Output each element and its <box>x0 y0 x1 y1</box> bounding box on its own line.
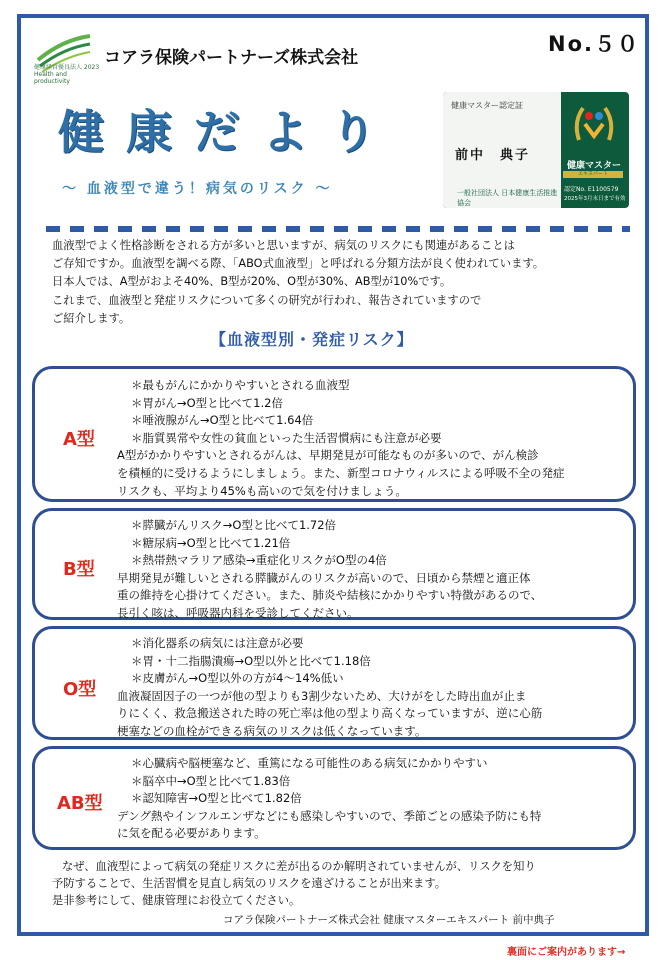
risk-description: デング熱やインフルエンザなどにも感染しやすいので、季節ごとの感染予防にも特 <box>117 808 542 823</box>
intro-line: ご紹介します。 <box>52 311 131 325</box>
risk-item: ＊胃・十二指腸潰瘍→O型以外と比べて1.18倍 <box>131 653 371 668</box>
risk-item: ＊熱帯熱マラリア感染→重症化リスクがO型の4倍 <box>131 553 387 568</box>
risk-item: ＊皮膚がん→O型以外の方が4～14%低い <box>131 671 344 686</box>
author-signature: コアラ保険パートナーズ株式会社 健康マスターエキスパート 前中典子 <box>223 914 555 926</box>
risk-item: ＊消化器系の病気には注意が必要 <box>131 636 304 650</box>
risk-item: ＊脳卒中→O型と比べて1.83倍 <box>131 773 291 788</box>
risk-description: りにくく、救急搬送された時の死亡率は他の型より高くなっていますが、逆に心筋 <box>117 706 543 721</box>
blood-type-label: A型 <box>63 429 95 450</box>
risk-item: ＊糖尿病→O型と比べて1.21倍 <box>131 535 291 550</box>
risk-description: 血液凝固因子の一つが他の型よりも3割少ないため、大けがをした時出血が止ま <box>117 688 527 703</box>
certification-card <box>443 92 629 208</box>
card-issuer: 一般社団法人 日本健康生活推進協会 <box>457 189 558 207</box>
blood-type-box-a <box>32 366 636 502</box>
card-holder-name: 前中 典子 <box>455 148 531 163</box>
card-cert-title: 健康マスター認定証 <box>451 101 523 110</box>
blood-type-label: B型 <box>63 559 95 580</box>
newsletter-title: 健康だより <box>58 105 398 159</box>
logo-text: 健康経営優良法人 2023 Health and productivity <box>34 64 100 85</box>
risk-item: ＊胃がん→O型と比べて1.2倍 <box>131 395 283 410</box>
risk-description: 重の維持を心掛けてください。また、肺炎や結核にかかりやすい特徴があるので、 <box>117 588 543 603</box>
card-ribbon-text: エキスパート <box>578 171 608 177</box>
risk-description: 早期発見が難しいとされる膵臓がんのリスクが高いので、日頃から禁煙と適正体 <box>117 570 531 585</box>
blood-type-label: AB型 <box>57 793 103 814</box>
blood-type-label: O型 <box>63 679 97 700</box>
closing-line: なぜ、血液型によって病気の発症リスクに差が出るのか解明されていませんが、リスクを知り <box>62 860 536 873</box>
intro-text <box>52 237 642 328</box>
card-left-panel <box>443 92 561 208</box>
closing-text <box>52 858 536 909</box>
closing-line: 是非参考にして、健康管理にお役立てください。 <box>52 894 301 907</box>
card-expiry: 2025年3月末日まで有効 <box>564 196 626 202</box>
intro-line: 日本人では、A型がおよそ40%、B型が20%、O型が30%、AB型が10%です。 <box>52 275 452 289</box>
company-name: コアラ保険パートナーズ株式会社 <box>104 48 359 68</box>
card-ribbon <box>563 171 623 178</box>
blood-type-details <box>117 755 542 843</box>
blood-type-box-o <box>32 626 636 740</box>
risk-description: リスクも、平均より45%も高いので気を付けましょう。 <box>117 483 407 498</box>
blood-type-box-b <box>32 508 636 620</box>
newsletter-subtitle: ～ 血液型で違う！病気のリスク ～ <box>62 181 333 197</box>
risk-description: 梗塞などの血栓ができる病気のリスクは低くなっています。 <box>117 723 427 738</box>
risk-description: A型がかかりやすいとされるがんは、早期発見が可能なものが多いので、がん検診 <box>117 448 539 463</box>
card-master-label: 健康マスター <box>567 161 622 171</box>
blood-type-details <box>117 635 543 741</box>
risk-item: ＊唾液腺がん→O型と比べて1.64倍 <box>131 413 314 428</box>
laurel-badge-icon <box>569 100 619 150</box>
dashed-divider <box>46 226 630 232</box>
risk-description: に気を配る必要があります。 <box>117 826 266 841</box>
risk-item: ＊心臓病や脳梗塞など、重篤になる可能性のある病気にかかりやすい <box>131 756 488 770</box>
risk-description: 長引く咳は、呼吸器内科を受診してください。 <box>117 605 359 620</box>
risk-item: ＊脂質異常や女性の貧血といった生活習慣病にも注意が必要 <box>131 430 442 445</box>
risk-item: ＊膵臓がんリスク→O型と比べて1.72倍 <box>131 518 337 532</box>
risk-item: ＊認知障害→O型と比べて1.82倍 <box>131 791 302 806</box>
intro-line: ご存知ですか。血液型を調べる際、「ABO式血液型」と呼ばれる分類方法が良く使われています。 <box>52 257 545 271</box>
blood-type-details <box>117 377 565 500</box>
risk-description: を積極的に受けるようにしましょう。また、新型コロナウィルスによる呼吸不全の発症 <box>117 465 565 480</box>
card-number: 認定No. E1100579 <box>564 186 619 193</box>
blood-type-box-ab <box>32 746 636 850</box>
section-heading: 【血液型別・発症リスク】 <box>210 330 414 349</box>
risk-item: ＊最もがんにかかりやすいとされる血液型 <box>131 378 350 392</box>
issue-number: No.５０ <box>548 32 640 56</box>
intro-line: これまで、血液型と発症リスクについて多くの研究が行われ、報告されていますので <box>52 293 482 307</box>
closing-line: 予防することで、生活習慣を見直し病気のリスクを遠ざけることが出来ます。 <box>52 877 447 890</box>
back-page-note: 裏面にご案内があります→ <box>507 947 626 958</box>
blood-type-details <box>117 517 543 623</box>
intro-line: 血液型でよく性格診断をされる方が多いと思いますが、病気のリスクにも関連があることは <box>52 239 515 252</box>
